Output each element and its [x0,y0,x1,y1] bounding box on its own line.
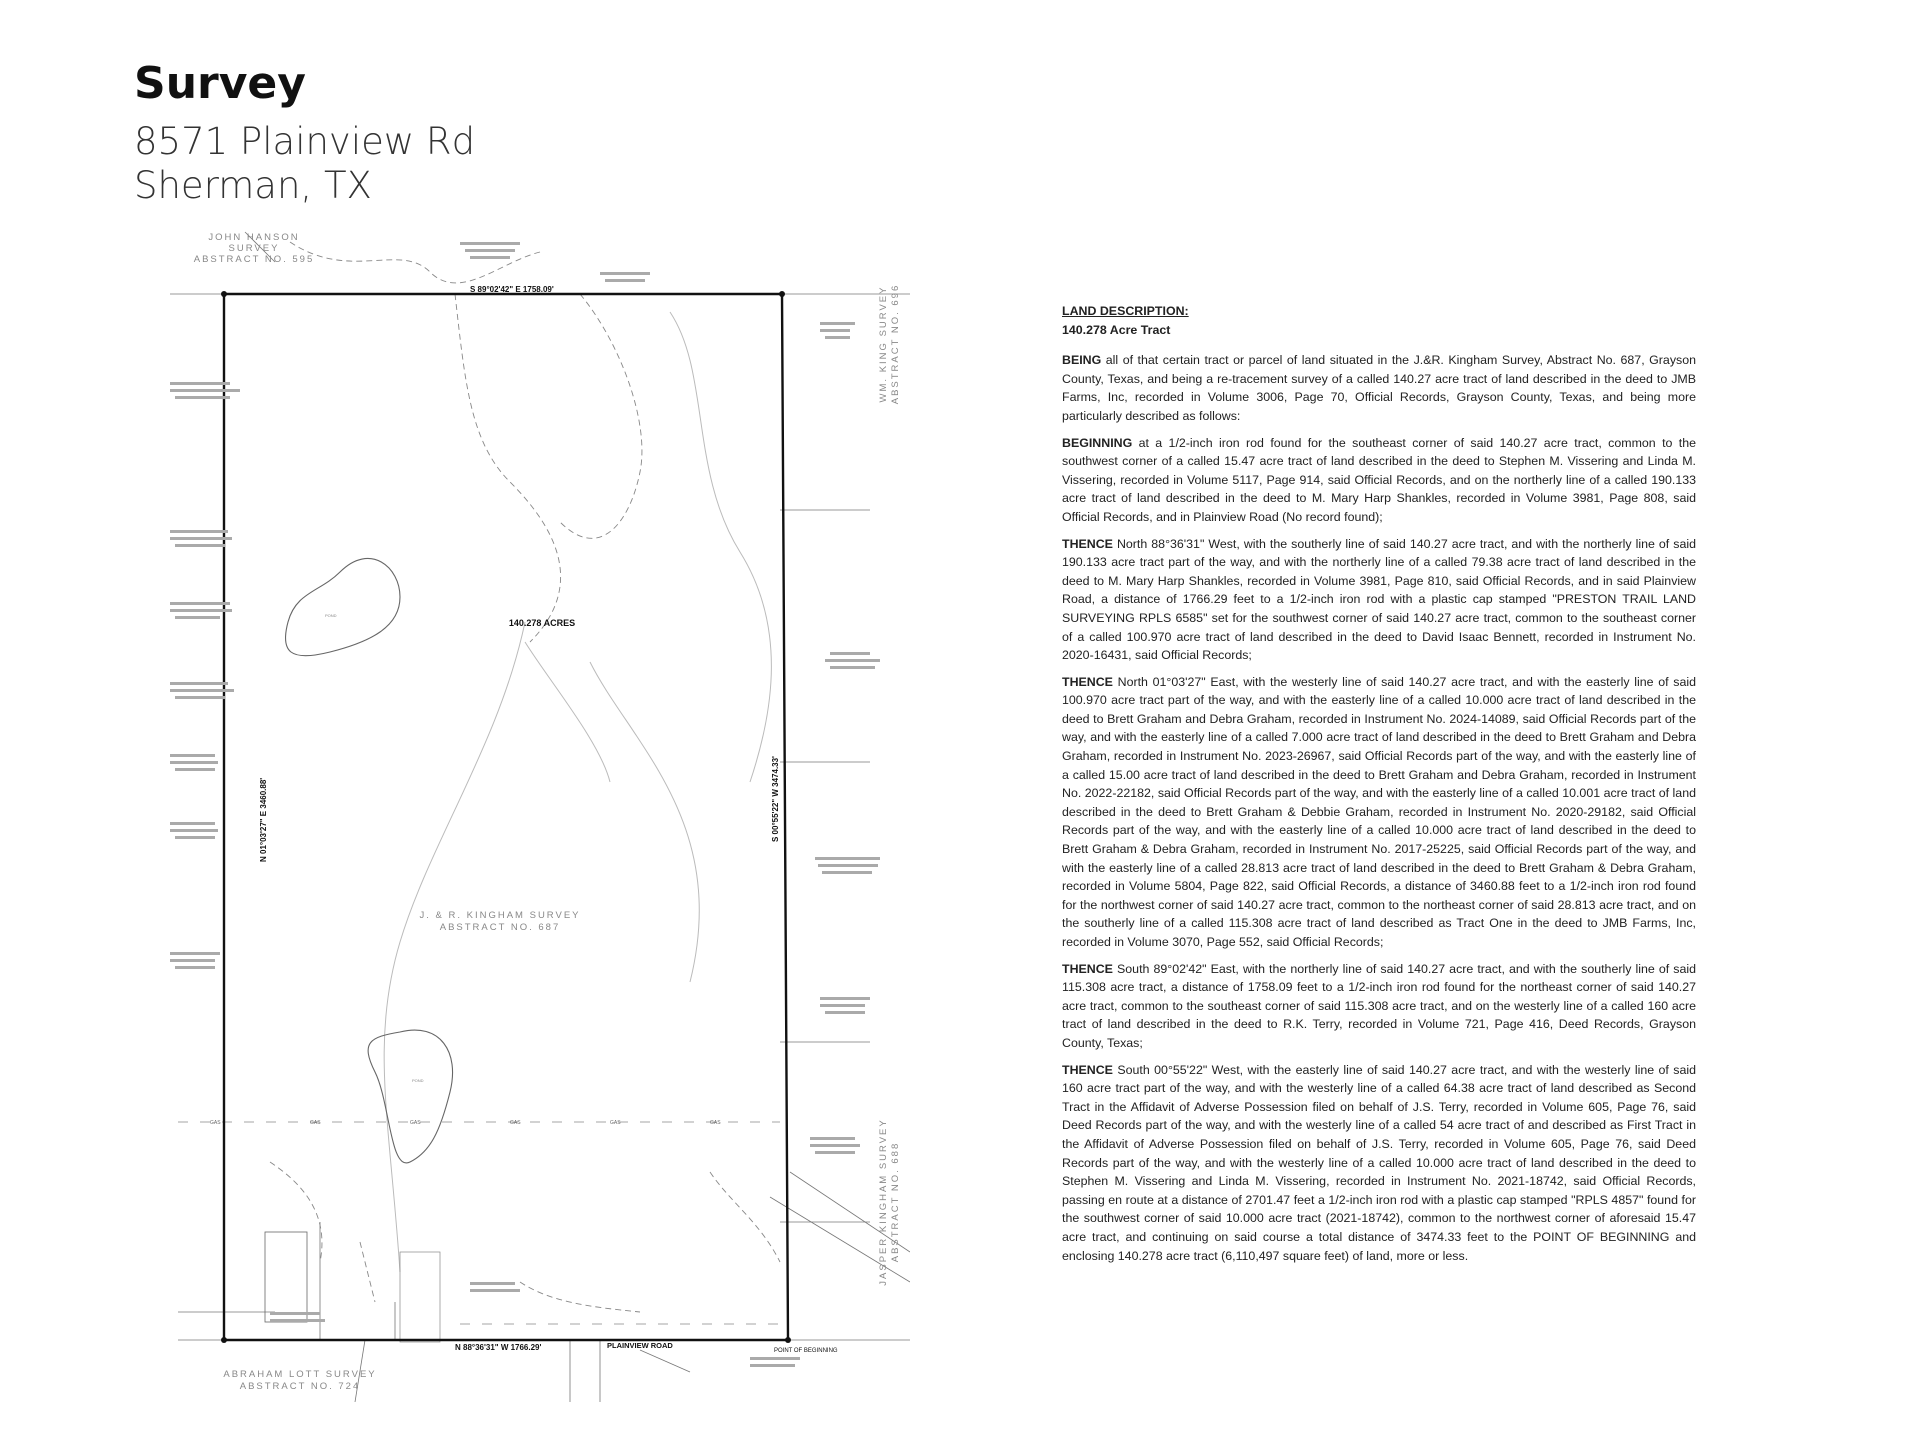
description-paragraph [1062,351,1696,425]
description-paragraph [1062,535,1696,665]
survey-label-se-line2: ABSTRACT NO. 688 [890,1141,901,1263]
survey-label-se-line1: JASPER KINGHAM SURVEY [878,1118,889,1286]
shed-structure [400,1252,440,1342]
paragraph-lead: THENCE [1062,1062,1113,1077]
description-paragraph [1062,434,1696,527]
address-city: Sherman, TX [134,164,372,207]
paragraph-text: North 01°03'27" East, with the westerly line of said 140.27 acre tract, and with the easterly line of said 100.970 acre tract part of the way, and with the easterly line of a called 10.000 acre tract of land described in the deed to Brett Graham and Debra Graham, recorded in Instrument No. 2024-14089, said Official Records part of the way, and with the easterly line of a called 7.000 acre tract of land described in the deed to Brett Graham and Debra Graham, recorded in Instrument No. 2023-26967, said Official Records part of the way, and with the easterly line of a called 15.00 acre tract of land described in the deed to Brett Graham and Debra Graham, recorded in Instrument No. 2022-22182, said Official Records part of the way, and with the easterly line of a called 10.001 acre tract of land described in the deed to Brett Graham & Debbie Graham, recorded in Instrument No. 2020-29182, said Official Records part of the way, and with the easterly line of a called 10.000 acre tract of land described in the deed to Brett Graham & Debra Graham, recorded in Instrument No. 2017-25225, said Official Records part of the way, and with the easterly line of a called 28.813 acre tract of land described in the deed to Brett Graham & Debra Graham, recorded in Volume 5804, Page 822, said Official Records, a distance of 3460.88 feet to a 1/2-inch iron rod found for the northwest corner of said 140.27 acre tract, common to the northeast corner of said 28.813 acre tract, and on the southerly line of a called 115.308 acre tract of land described as Tract One in the deed to JMB Farms, Inc, recorded in Volume 3070, Page 552, said Official Records; [1062,674,1696,949]
survey-label-center-line1: J. & R. KINGHAM SURVEY [419,910,581,921]
paragraph-text: North 88°36'31" West, with the southerly line of said 140.27 acre tract, and with the northerly line of said 190.133 acre tract part of the way, and with the northerly line of a called 79.38 acre tract of land described in the deed to M. Mary Harp Shankles, recorded in Volume 3981, Page 810, said Official Records, and in said Plainview Road, a distance of 1766.29 feet to a 1/2-inch iron rod with a plastic cap stamped "PRESTON TRAIL LAND SURVEYING RPLS 6585" set for the southwest corner of said 140.27 acre tract, common to the southeast corner of a called 100.970 acre tract of land described in the deed to David Isaac Bennett, recorded in Instrument No. 2020-16431, said Official Records; [1062,536,1696,663]
survey-label-nw-line2: SURVEY [228,243,280,254]
land-description-subheading: 140.278 Acre Tract [1062,322,1171,337]
gas-label: GAS [410,1120,421,1126]
gas-label: GAS [210,1120,221,1126]
page-title: Survey [134,58,306,109]
survey-label-ne-line2: ABSTRACT NO. 696 [890,283,901,405]
property-address [134,120,475,208]
pond-label: POND [325,613,337,618]
description-paragraph [1062,673,1696,952]
survey-label-nw-line3: ABSTRACT NO. 595 [193,254,315,265]
description-paragraph [1062,960,1696,1053]
survey-plat-drawing [170,222,910,1402]
paragraph-text: South 89°02'42" East, with the northerly line of said 140.27 acre tract, and with the southerly line of said 115.308 acre tract, a distance of 1758.09 feet to a 1/2-inch iron rod found for the northeast corner of said 140.27 acre tract, common to the southeast corner of said 115.308 acre tract, and on the westerly line of a called 160 acre tract of land described in the deed to R.K. Terry, recorded in Volume 721, Page 416, Deed Records, Grayson County, Texas; [1062,961,1696,1050]
paragraph-lead: BEGINNING [1062,435,1133,450]
pond-label: POND [412,1078,424,1083]
west-line-bearing: N 01°03'27" E 3460.88' [259,777,268,862]
tract-boundary [224,294,788,1340]
land-description [1062,302,1696,1273]
survey-label-sw-line1: ABRAHAM LOTT SURVEY [223,1369,377,1380]
paragraph-text: all of that certain tract or parcel of land situated in the J.&R. Kingham Survey, Abstract No. 687, Grayson County, Texas, and being a re-tracement survey of a called 140.27 acre tract of land described in the deed to JMB Farms, Inc, recorded in Volume 3006, Page 70, Official Records, Grayson County, Texas, and being more particularly described as follows: [1062,353,1696,423]
paragraph-lead: THENCE [1062,674,1113,689]
south-line-bearing: N 88°36'31" W 1766.29' [455,1343,542,1352]
gas-label: GAS [310,1120,321,1126]
paragraph-lead: THENCE [1062,536,1113,551]
pond-south [368,1030,452,1163]
paragraph-text: at a 1/2-inch iron rod found for the southeast corner of said 140.27 acre tract, common to the southwest corner of a called 15.47 acre tract of land described in the deed to Stephen M. Vissering and Linda M. Vissering, recorded in Volume 5117, Page 914, said Official Records, and on the northerly line of a called 190.133 acre tract of land described in the deed to M. Mary Harp Shankles, recorded in Volume 3981, Page 808, said Official Records, and in Plainview Road (No record found); [1062,435,1696,524]
gas-label: GAS [610,1120,621,1126]
paragraph-lead: BEING [1062,353,1102,368]
gas-label: GAS [510,1120,521,1126]
survey-label-center-line2: ABSTRACT NO. 687 [439,922,561,933]
gas-label: GAS [710,1120,721,1126]
description-paragraph [1062,1061,1696,1266]
survey-label-ne-line1: WM. KING SURVEY [878,285,889,403]
barn-structure [265,1232,307,1322]
point-of-beginning-label: POINT OF BEGINNING [774,1348,838,1354]
survey-label-sw-line2: ABSTRACT NO. 724 [239,1381,361,1392]
survey-label-nw-line1: JOHN HANSON [208,232,300,243]
paragraph-text: South 00°55'22" West, with the easterly line of said 140.27 acre tract, and with the westerly line of said 160 acre tract part of the way, and with the westerly line of a called 64.38 acre tract of land described as Second Tract in the Affidavit of Adverse Possession filed on behalf of J.S. Terry, recorded in Volume 605, Page 76, said Deed Records part of the way, and with the westerly line of a called 54 acre tract of and described as First Tract in the Affidavit of Adverse Possession filed on behalf of J.S. Terry, recorded in Volume 605, Page 76, said Deed Records part of the way, and with the westerly line of a called 10.000 acre tract of land described in the deed to Stephen M. Vissering and Linda M. Vissering, recorded in Instrument No. 2021-18742, said Official Records, passing en route at a distance of 2701.47 feet a 1/2-inch iron rod with a plastic cap stamped "RPLS 4857" found for the southwest corner of said 10.000 acre tract (2021-18742), common to the northwest corner of aforesaid 15.47 acre tract, and continuing on said course a total distance of 3474.33 feet to the POINT OF BEGINNING and enclosing 140.278 acre tract (6,110,497 square feet) of land, more or less. [1062,1062,1696,1263]
road-label: PLAINVIEW ROAD [607,1341,673,1350]
north-line-bearing: S 89°02'42" E 1758.09' [470,285,554,294]
land-description-heading: LAND DESCRIPTION: [1062,304,1189,318]
east-line-bearing: S 00°55'22" W 3474.33' [771,756,780,842]
tract-acreage: 140.278 ACRES [508,618,576,628]
pond-north [285,558,400,655]
paragraph-lead: THENCE [1062,961,1113,976]
address-street: 8571 Plainview Rd [134,120,476,163]
